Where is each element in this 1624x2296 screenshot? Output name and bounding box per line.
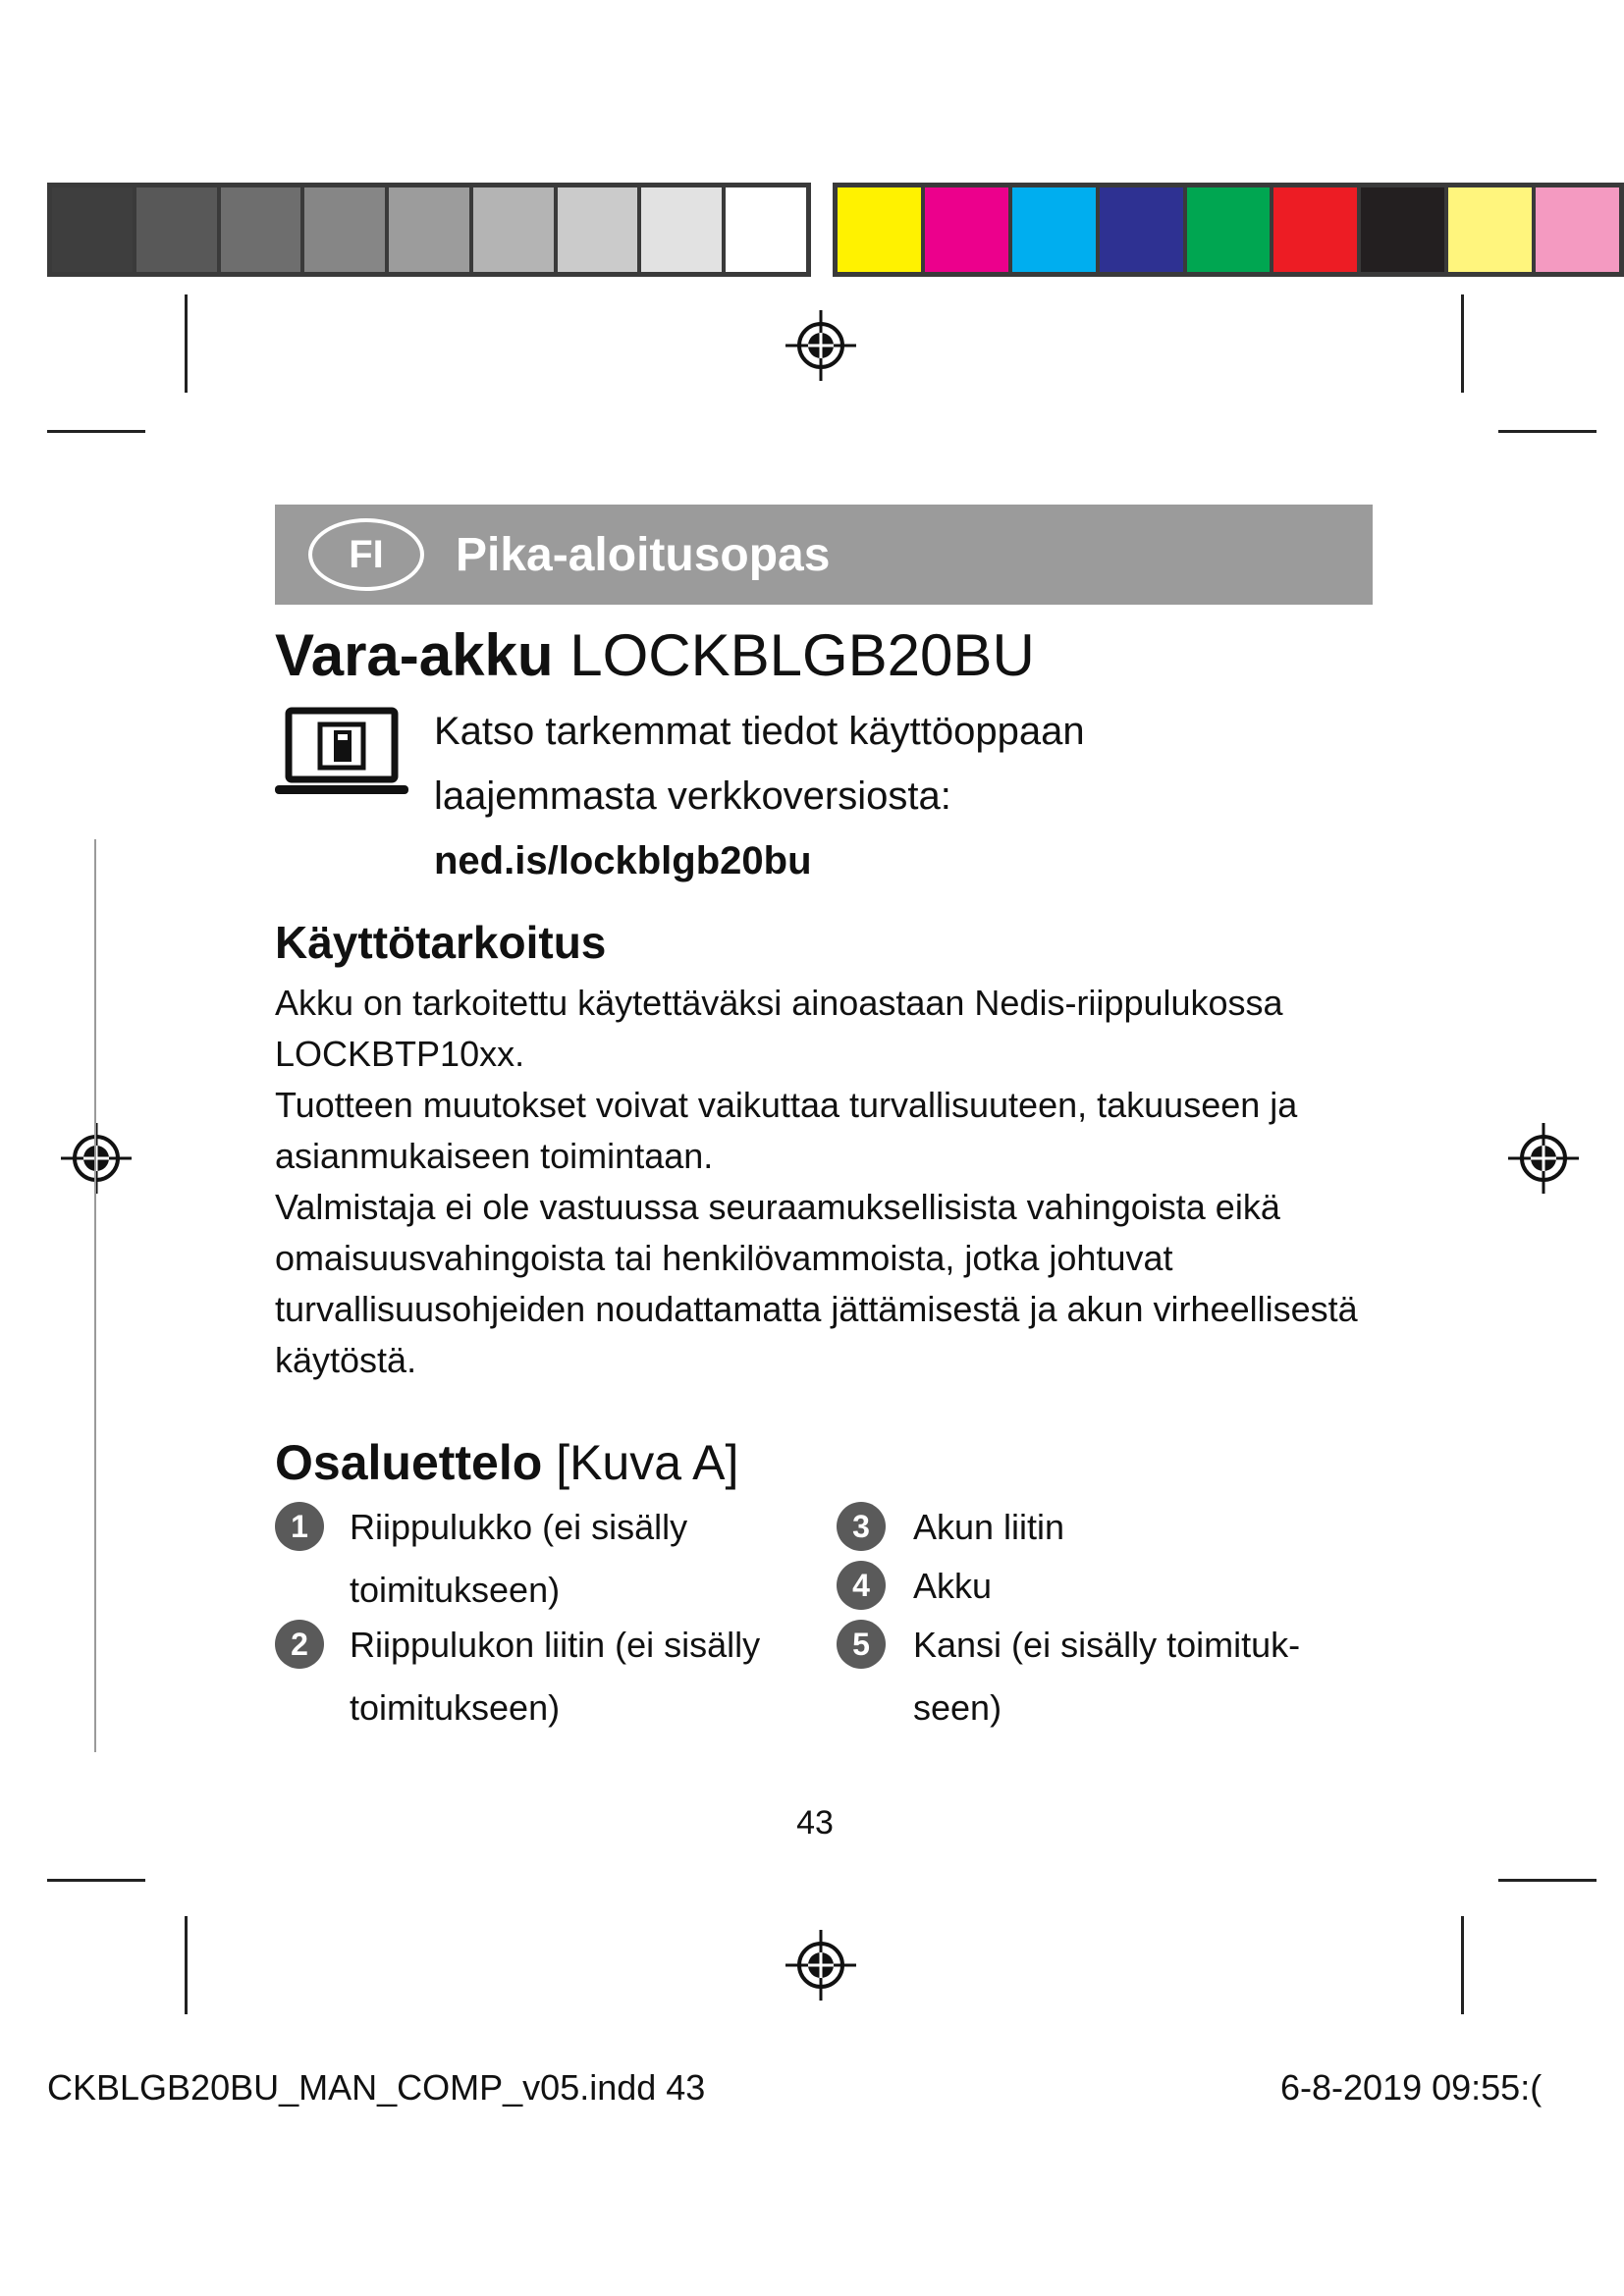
color-swatch xyxy=(726,187,806,272)
color-swatch xyxy=(304,187,385,272)
color-swatch xyxy=(52,187,133,272)
crop-mark xyxy=(1461,294,1464,393)
color-bar xyxy=(833,183,1624,277)
list-item xyxy=(350,1614,760,1739)
part-label: Akun liitin xyxy=(913,1507,1065,1547)
color-swatch xyxy=(558,187,638,272)
crop-mark xyxy=(47,430,145,433)
color-swatch xyxy=(838,187,921,272)
registration-mark-icon xyxy=(782,306,860,385)
info-line: Katso tarkemmat tiedot käyttöoppaan xyxy=(434,710,1085,753)
color-swatch xyxy=(1012,187,1096,272)
header-band xyxy=(275,505,1373,605)
language-code: FI xyxy=(349,532,384,576)
color-swatch xyxy=(925,187,1008,272)
part-number-badge: 2 xyxy=(275,1620,324,1669)
band-title: Pika-aloitusopas xyxy=(456,528,831,581)
laptop-info-icon xyxy=(275,707,408,797)
page-number: 43 xyxy=(796,1804,834,1842)
registration-mark-icon xyxy=(57,1119,135,1198)
footer-filename: CKBLGB20BU_MAN_COMP_v05.indd 43 xyxy=(47,2067,706,2108)
list-item xyxy=(913,1496,1064,1559)
part-label: Kansi (ei sisälly toimituk- xyxy=(913,1625,1301,1665)
product-model: LOCKBLGB20BU xyxy=(553,622,1035,688)
crop-mark xyxy=(1461,1916,1464,2014)
color-swatch xyxy=(1273,187,1357,272)
part-number-badge: 5 xyxy=(837,1620,886,1669)
parts-heading xyxy=(275,1431,738,1494)
crop-mark xyxy=(1498,1879,1597,1882)
intended-use-heading: Käyttötarkoitus xyxy=(275,917,607,968)
part-number-badge: 3 xyxy=(837,1502,886,1551)
part-label: Riippulukon liitin (ei sisälly xyxy=(350,1625,761,1665)
parts-heading-text: Osaluettelo xyxy=(275,1435,543,1490)
list-item xyxy=(350,1496,687,1622)
page-title xyxy=(275,616,1035,695)
crop-mark xyxy=(1498,430,1597,433)
info-line: laajemmasta verkkoversiosta: xyxy=(434,774,951,818)
grayscale-bar xyxy=(47,183,811,277)
color-swatch xyxy=(473,187,554,272)
color-swatch xyxy=(1187,187,1271,272)
margin-guide-line xyxy=(94,839,96,1752)
paragraph: Akku on tarkoitettu käytettäväksi ainoastaan Nedis-riippulukossa LOCKBTP10xx. xyxy=(275,983,1283,1074)
color-swatch xyxy=(389,187,469,272)
registration-mark-icon xyxy=(1504,1119,1583,1198)
part-label: seen) xyxy=(913,1687,1002,1728)
color-swatch xyxy=(641,187,722,272)
color-swatch xyxy=(1536,187,1619,272)
paragraph: Tuotteen muutokset voivat vaikuttaa turvallisuuteen, takuuseen ja asianmukaiseen toimintaan. xyxy=(275,1085,1298,1176)
part-label: Akku xyxy=(913,1566,993,1606)
online-manual-notice xyxy=(434,699,1085,893)
color-swatch xyxy=(136,187,217,272)
product-name: Vara-akku xyxy=(275,622,554,688)
footer-datetime: 6-8-2019 09:55:( xyxy=(1280,2067,1543,2108)
registration-mark-icon xyxy=(782,1926,860,2004)
manual-link[interactable]: ned.is/lockblgb20bu xyxy=(434,839,812,882)
part-number-badge: 4 xyxy=(837,1561,886,1610)
color-swatch xyxy=(1448,187,1532,272)
part-label: toimitukseen) xyxy=(350,1570,561,1610)
part-label: toimitukseen) xyxy=(350,1687,561,1728)
list-item xyxy=(913,1555,992,1618)
color-swatch xyxy=(1100,187,1183,272)
color-swatch xyxy=(1361,187,1444,272)
part-number-badge: 1 xyxy=(275,1502,324,1551)
list-item xyxy=(913,1614,1300,1739)
crop-mark xyxy=(47,1879,145,1882)
language-badge xyxy=(308,518,424,591)
figure-reference: [Kuva A] xyxy=(542,1435,739,1490)
paragraph: Valmistaja ei ole vastuussa seuraamuksellisista vahingoista eikä omaisuusvahingoista tai henkilövammoista, jotka johtuvat turvallisuusohjeiden noudattamatta jättämisestä ja akun virheellisestä käytöstä. xyxy=(275,1187,1358,1380)
color-swatch xyxy=(221,187,301,272)
intended-use-text xyxy=(275,978,1394,1386)
crop-mark xyxy=(185,1916,188,2014)
part-label: Riippulukko (ei sisälly xyxy=(350,1507,688,1547)
crop-mark xyxy=(185,294,188,393)
